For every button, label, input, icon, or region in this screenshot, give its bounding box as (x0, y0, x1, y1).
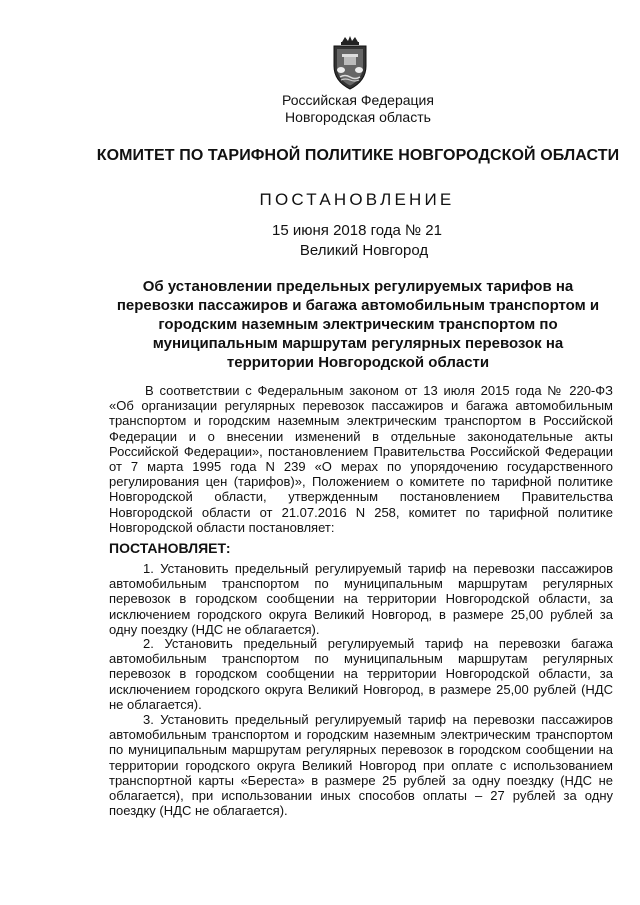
item-1-paragraph: 1. Установить предельный регулируемый тариф на перевозки пассажиров автомобильным транспортом по муниципальным маршрутам регулярных перевозок в городском сообщении на территории Новгородской области, за исключением городского округа Великий Новгород, в размере 25,00 рублей за одну поездку (НДС не облагается). (109, 561, 613, 637)
committee-name: КОМИТЕТ ПО ТАРИФНОЙ ПОЛИТИКЕ НОВГОРОДСКОЙ ОБЛАСТИ (96, 147, 620, 164)
item-2-paragraph: 2. Установить предельный регулируемый тариф на перевозки багажа автомобильным транспортом по муниципальным маршрутам регулярных перевозок в городском сообщении на территории Новгородской области, за исключением городского округа Великий Новгород, в размере 25,00 рублей (НДС не облагается). (109, 636, 613, 712)
document-city: Великий Новгород (299, 242, 429, 259)
document-date: 15 июня 2018 года № 21 (272, 222, 442, 239)
preamble-paragraph: В соответствии с Федеральным законом от 13 июля 2015 года № 220-ФЗ «Об организации регулярных перевозок пассажиров и багажа автомобильным транспортом и городским наземным электрическим транспортом в Российской Федерации и о внесении изменений в отдельные законодательные акты Российской Федерации», постановлением Правительства Российской Федерации от 7 марта 1995 года N 239 «О мерах по упорядочению государственного регулирования цен (тарифов)», Положением о комитете по тарифной политике Новгородской области, утвержденным постановлением Правительства Новгородской области от 21.07.2016 N 258, комитет по тарифной политике Новгородской области постановляет: (109, 383, 613, 535)
item-3-paragraph: 3. Установить предельный регулируемый тариф на перевозки пассажиров автомобильным транспортом и городским наземным электрическим транспортом по муниципальным маршрутам регулярных перевозок в городском сообщении на территории городского округа Великий Новгород при оплате с использованием транспортной карты «Береста» в размере 25 рублей за одну поездку (НДС не облагается), при использовании иных способов оплаты – 27 рублей за одну поездку (НДС не облагается). (109, 712, 613, 819)
country-name: Российская Федерация (282, 92, 434, 108)
coat-of-arms-icon (330, 36, 370, 90)
document-type: ПОСТАНОВЛЕНИЕ (259, 190, 455, 209)
decree-heading: ПОСТАНОВЛЯЕТ: (109, 540, 231, 556)
document-title: Об установлении предельных регулируемых тарифов на перевозки пассажиров и багажа автомобильным транспортом и городским наземным электрическим транспортом по муниципальным маршрутам регулярных перевозок на территории Новгородской области (116, 278, 600, 371)
region-name: Новгородская область (285, 109, 431, 125)
